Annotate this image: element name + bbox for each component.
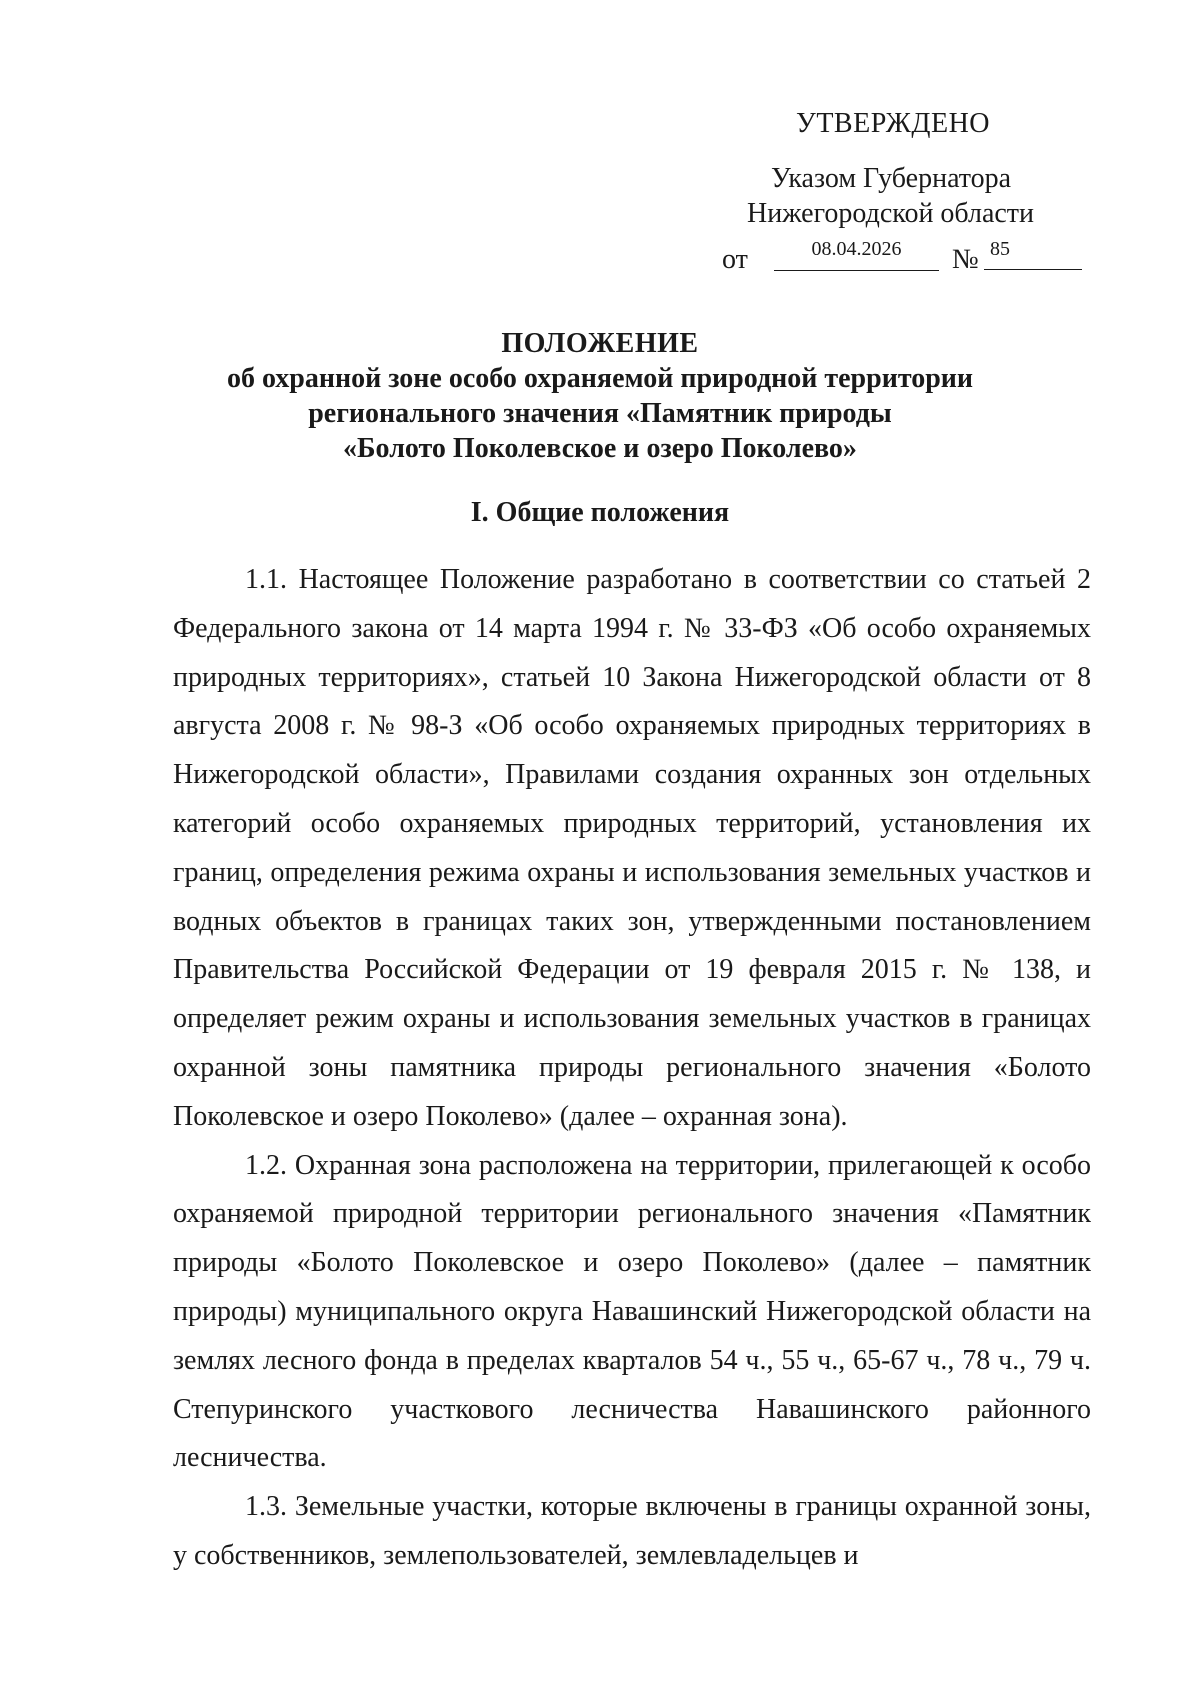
- body-text: [173, 556, 1091, 1581]
- decree-number: 85: [984, 236, 1082, 270]
- paragraph-1-2: 1.2. Охранная зона расположена на территории, прилегающей к особо охраняемой природной территории регионального значения «Памятник природы «Болото Поколевское и озеро Поколево» (далее – памятник природы) муниципального округа Навашинский Нижегородской области на землях лесного фонда в пределах кварталов 54 ч., 55 ч., 65-67 ч., 78 ч., 79 ч. Степуринского участкового лесничества Навашинского районного лесничества.: [173, 1149, 1091, 1474]
- approval-region-line: Нижегородской области: [747, 198, 1035, 229]
- approval-title: УТВЕРЖДЕНО: [796, 108, 991, 139]
- document-subtitle-line-3: «Болото Поколевское и озеро Поколево»: [343, 433, 857, 464]
- section-heading: I. Общие положения: [470, 497, 730, 528]
- document-title: ПОЛОЖЕНИЕ: [501, 328, 699, 359]
- document-subtitle-line-1: об охранной зоне особо охраняемой природной территории: [226, 363, 974, 394]
- approval-date-row: [722, 236, 1082, 276]
- paragraph-1-1: 1.1. Настоящее Положение разработано в соответствии со статьей 2 Федерального закона от 14 марта 1994 г. № 33-ФЗ «Об особо охраняемых природных территориях», статьей 10 Закона Нижегородской области от 8 августа 2008 г. № 98-З «Об особо охраняемых природных территориях в Нижегородской области», Правилами создания охранных зон отдельных категорий особо охраняемых природных территорий, установления их границ, определения режима охраны и использования земельных участков и водных объектов в границах таких зон, утвержденными постановлением Правительства Российской Федерации от 19 февраля 2015 г. № 138, и определяет режим охраны и использования земельных участков в границах охранной зоны памятника природы регионального значения «Болото Поколевское и озеро Поколево» (далее – охранная зона).: [173, 564, 1091, 1132]
- paragraph-1-3: 1.3. Земельные участки, которые включены в границы охранной зоны, у собственников, землепользователей, землевладельцев и: [173, 1491, 1091, 1571]
- approval-decree-line: Указом Губернатора: [771, 163, 1012, 194]
- number-label: №: [952, 244, 979, 275]
- from-label: от: [722, 244, 748, 275]
- decree-date: 08.04.2026: [774, 236, 939, 271]
- document-subtitle-line-2: регионального значения «Памятник природы: [308, 398, 892, 429]
